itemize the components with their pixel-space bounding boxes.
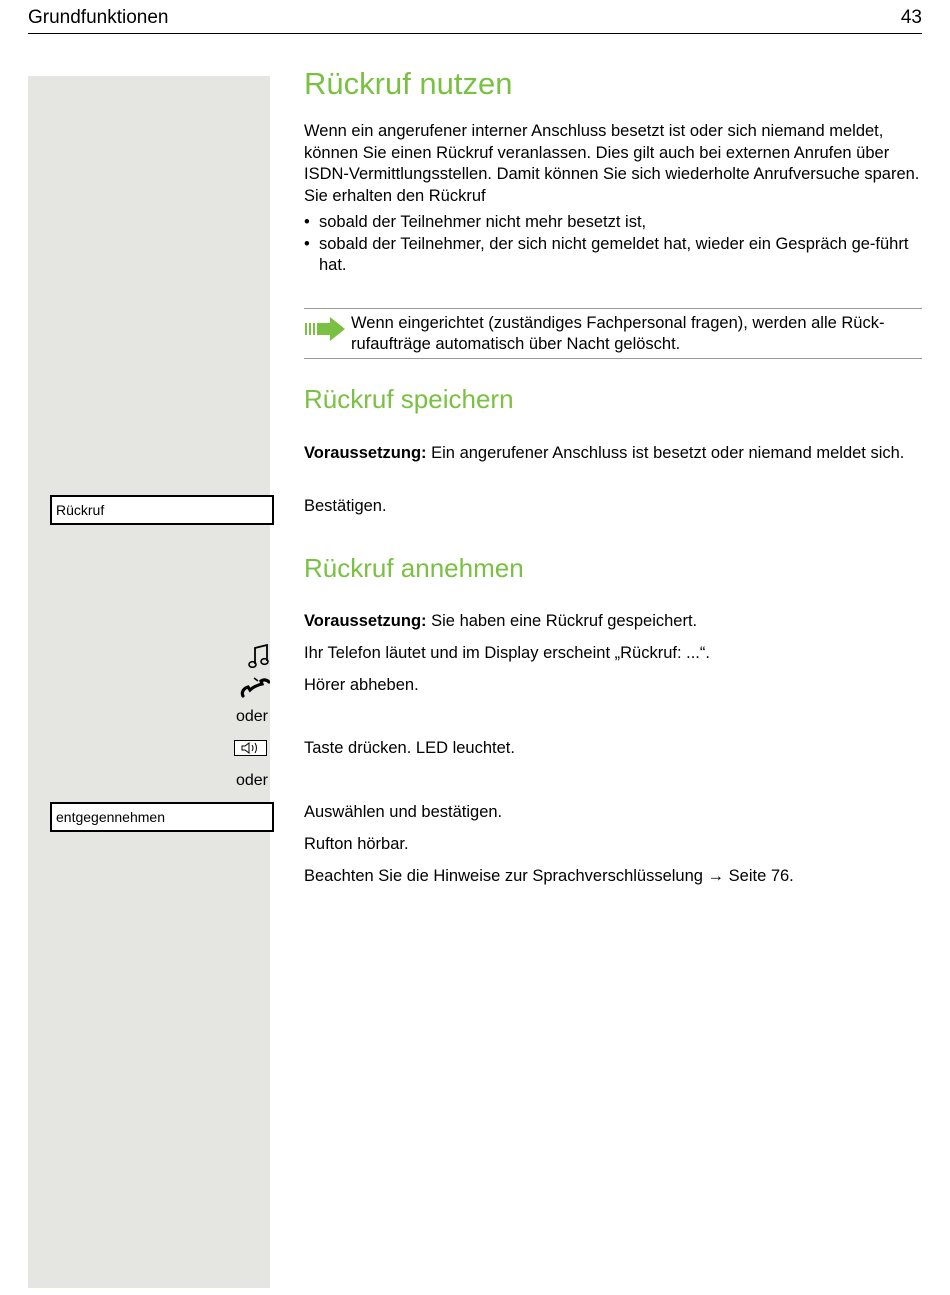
step-key: Taste drücken. LED leuchtet. <box>304 739 515 757</box>
header-rule <box>28 33 922 34</box>
step-handset: Hörer abheben. <box>304 676 419 694</box>
step-encryption-note: Beachten Sie die Hinweise zur Sprachverschlüsselung → Seite 76. <box>304 867 794 885</box>
or-label: oder <box>235 708 268 725</box>
section-title-rueckruf-annehmen: Rückruf annehmen <box>304 553 524 583</box>
note-arrow-icon <box>304 316 346 342</box>
prereq-label: Voraussetzung: <box>304 612 427 630</box>
prereq-text: Sie haben eine Rückruf gespeichert. <box>426 612 698 630</box>
note-box <box>304 308 922 359</box>
or-label: oder <box>235 772 268 789</box>
softkey-entgegennehmen[interactable]: entgegennehmen <box>50 802 274 832</box>
intro-paragraph: Wenn ein angerufener interner Anschluss besetzt ist oder sich niemand meldet, können Sie einen Rückruf veranlassen. Dies gilt auch bei externen Anrufen über ISDN-Vermittlungsstellen. Damit können Sie sich wiederholte Anrufversuche sparen. <box>304 122 920 183</box>
note-text: Wenn eingerichtet (zuständiges Fachpersonal fragen), werden alle Rück-rufaufträge automatisch über Nacht gelöscht. <box>351 314 885 353</box>
prereq-accept <box>304 612 697 631</box>
step-confirm: Bestätigen. <box>304 497 387 515</box>
sidebar <box>28 76 270 1288</box>
header-title: Grundfunktionen <box>28 7 169 28</box>
speaker-key-icon[interactable] <box>234 740 267 756</box>
step-ringtone: Rufton hörbar. <box>304 835 409 853</box>
step-ring: Ihr Telefon läutet und im Display erscheint „Rückruf: ...“. <box>304 644 710 662</box>
prereq-store <box>304 443 924 465</box>
softkey-rueckruf[interactable]: Rückruf <box>50 495 274 525</box>
intro-text <box>304 121 924 277</box>
prereq-text: Ein angerufener Anschluss ist besetzt oder niemand meldet sich. <box>426 444 905 462</box>
step-select: Auswählen und bestätigen. <box>304 803 503 821</box>
handset-lift-icon <box>240 676 270 698</box>
section-title-rueckruf-nutzen: Rückruf nutzen <box>304 66 513 101</box>
intro-paragraph-2: Sie erhalten den Rückruf <box>304 186 486 205</box>
bullet-item: • sobald der Teilnehmer, der sich nicht gemeldet hat, wieder ein Gespräch ge-führt hat. <box>304 234 924 277</box>
prereq-label: Voraussetzung: <box>304 444 427 462</box>
ring-tone-icon <box>248 644 270 670</box>
section-title-rueckruf-speichern: Rückruf speichern <box>304 384 514 414</box>
page-number: 43 <box>900 7 922 28</box>
bullet-list <box>304 212 924 277</box>
bullet-item: • sobald der Teilnehmer nicht mehr besetzt ist, <box>304 212 924 234</box>
